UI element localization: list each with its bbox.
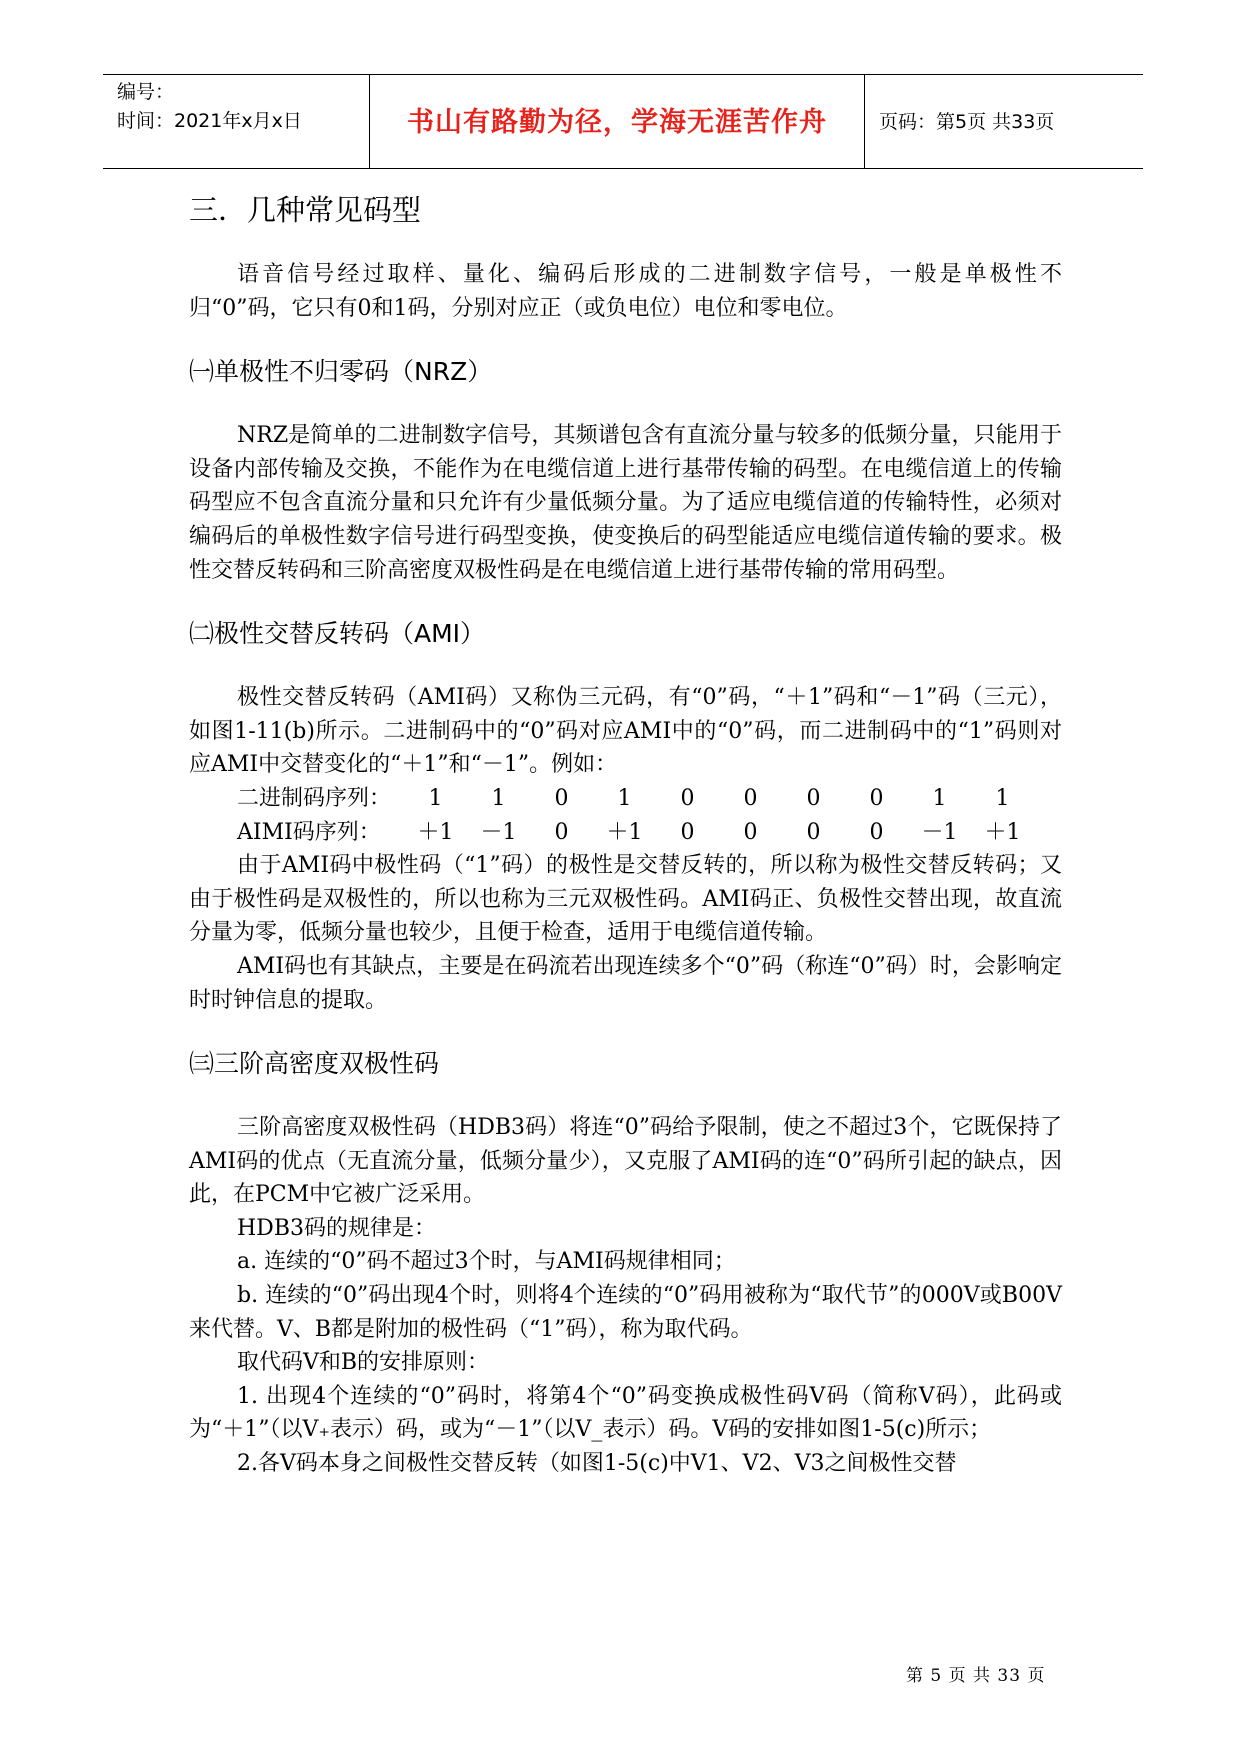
ami-value: －1 [921,819,958,845]
binary-value: 0 [554,785,569,811]
hdb3-paragraph-7: 2.各V码本身之间极性交替反转（如图1-5(c)中V1、V2、V3之间极性交替 [237,1451,957,1477]
binary-value: 0 [680,785,695,811]
ami-paragraph-1: 极性交替反转码（AMI码）又称伪三元码，有“0”码，“＋1”码和“－1”码（三元），如图1-11(b)所示。二进制码中的“0”码对应AMI中的“0”码，而二进制码中的“1”码则对应AMI中交替变化的“＋1”和“－1”。例如： [189,685,1062,778]
header-left-cell [103,75,369,168]
page-footer: 第 5 页 共 33 页 [906,1666,1046,1686]
ami-value: ＋1 [417,819,454,845]
binary-value: 1 [491,785,506,811]
serial-label: 编号： [117,81,175,103]
nrz-paragraph: NRZ是简单的二进制数字信号，其频谱包含有直流分量与较多的低频分量，只能用于设备内部传输及交换，不能作为在电缆信道上进行基带传输的码型。在电缆信道上的传输码型应不包含直流分量和只允许有少量低频分量。为了适应电缆信道的传输特性，必须对编码后的单极性数字信号进行码型变换，使变换后的码型能适应电缆信道传输的要求。极性交替反转码和三阶高密度双极性码是在电缆信道上进行基带传输的常用码型。 [189,423,1062,583]
header-middle-cell [369,75,865,168]
ami-sequence-label: AIMI码序列： [237,819,381,845]
section-title: 三．几种常见码型 [189,193,422,227]
binary-value: 1 [932,785,947,811]
binary-value: 0 [806,785,821,811]
ami-value: 0 [869,819,884,845]
ami-paragraph-2: 由于AMI码中极性码（“1”码）的极性是交替反转的，所以称为极性交替反转码；又由于极性码是双极性的，所以也称为三元双极性码。AMI码正、负极性交替出现，故直流分量为零，低频分量也较少，且便于检查，适用于电缆信道传输。 [189,853,1062,946]
date-label: 时间：2021年x月x日 [117,110,302,132]
ami-value: ＋1 [606,819,643,845]
hdb3-paragraph-1: 三阶高密度双极性码（HDB3码）将连“0”码给予限制，使之不超过3个，它既保持了AMI码的优点（无直流分量，低频分量少），又克服了AMI码的连“0”码所引起的缺点，因此，在PCM中它被广泛采用。 [189,1115,1062,1208]
hdb3-paragraph-2: HDB3码的规律是： [237,1215,436,1241]
hdb3-paragraph-4: b. 连续的“0”码出现4个时，则将4个连续的“0”码用被称为“取代节”的000V或B00V来代替。V、B都是附加的极性码（“1”码），称为取代码。 [189,1283,1062,1342]
intro-paragraph: 语音信号经过取样、量化、编码后形成的二进制数字信号，一般是单极性不归“0”码，它只有0和1码，分别对应正（或负电位）电位和零电位。 [189,262,1062,321]
ami-heading: ㈡极性交替反转码（AMI） [189,619,486,649]
hdb3-paragraph-5: 取代码V和B的安排原则： [237,1350,490,1376]
header-right-cell [865,75,1143,168]
binary-value: 0 [869,785,884,811]
ami-value: 0 [743,819,758,845]
nrz-heading: ㈠单极性不归零码（NRZ） [189,357,493,387]
ami-value: ＋1 [984,819,1021,845]
hdb3-heading: ㈢三阶高密度双极性码 [189,1049,440,1079]
binary-value: 1 [617,785,632,811]
header-page-info: 页码：第5页 共33页 [879,111,1055,133]
header-motto: 书山有路勤为径，学海无涯苦作舟 [407,107,827,138]
document-body [189,190,1062,1481]
ami-sequence-row [189,816,1062,850]
binary-sequence-values [404,782,1034,816]
hdb3-paragraph-6: 1. 出现4个连续的“0”码时，将第4个“0”码变换成极性码V码（简称V码），此码或为“＋1”（以V₊表示）码，或为“－1”（以V_表示）码。V码的安排如图1-5(c)所示； [189,1383,1062,1443]
ami-value: 0 [806,819,821,845]
ami-paragraph-3: AMI码也有其缺点，主要是在码流若出现连续多个“0”码（称连“0”码）时，会影响定时时钟信息的提取。 [189,953,1062,1013]
hdb3-paragraph-3: a. 连续的“0”码不超过3个时，与AMI码规律相同； [237,1249,736,1275]
binary-value: 0 [743,785,758,811]
ami-value: －1 [480,819,517,845]
binary-sequence-label: 二进制码序列： [237,785,392,811]
binary-value: 1 [428,785,443,811]
page-header [103,74,1143,169]
ami-value: 0 [554,819,569,845]
binary-sequence-row [189,782,1062,816]
ami-value: 0 [680,819,695,845]
binary-value: 1 [995,785,1010,811]
ami-sequence-values [404,816,1034,850]
